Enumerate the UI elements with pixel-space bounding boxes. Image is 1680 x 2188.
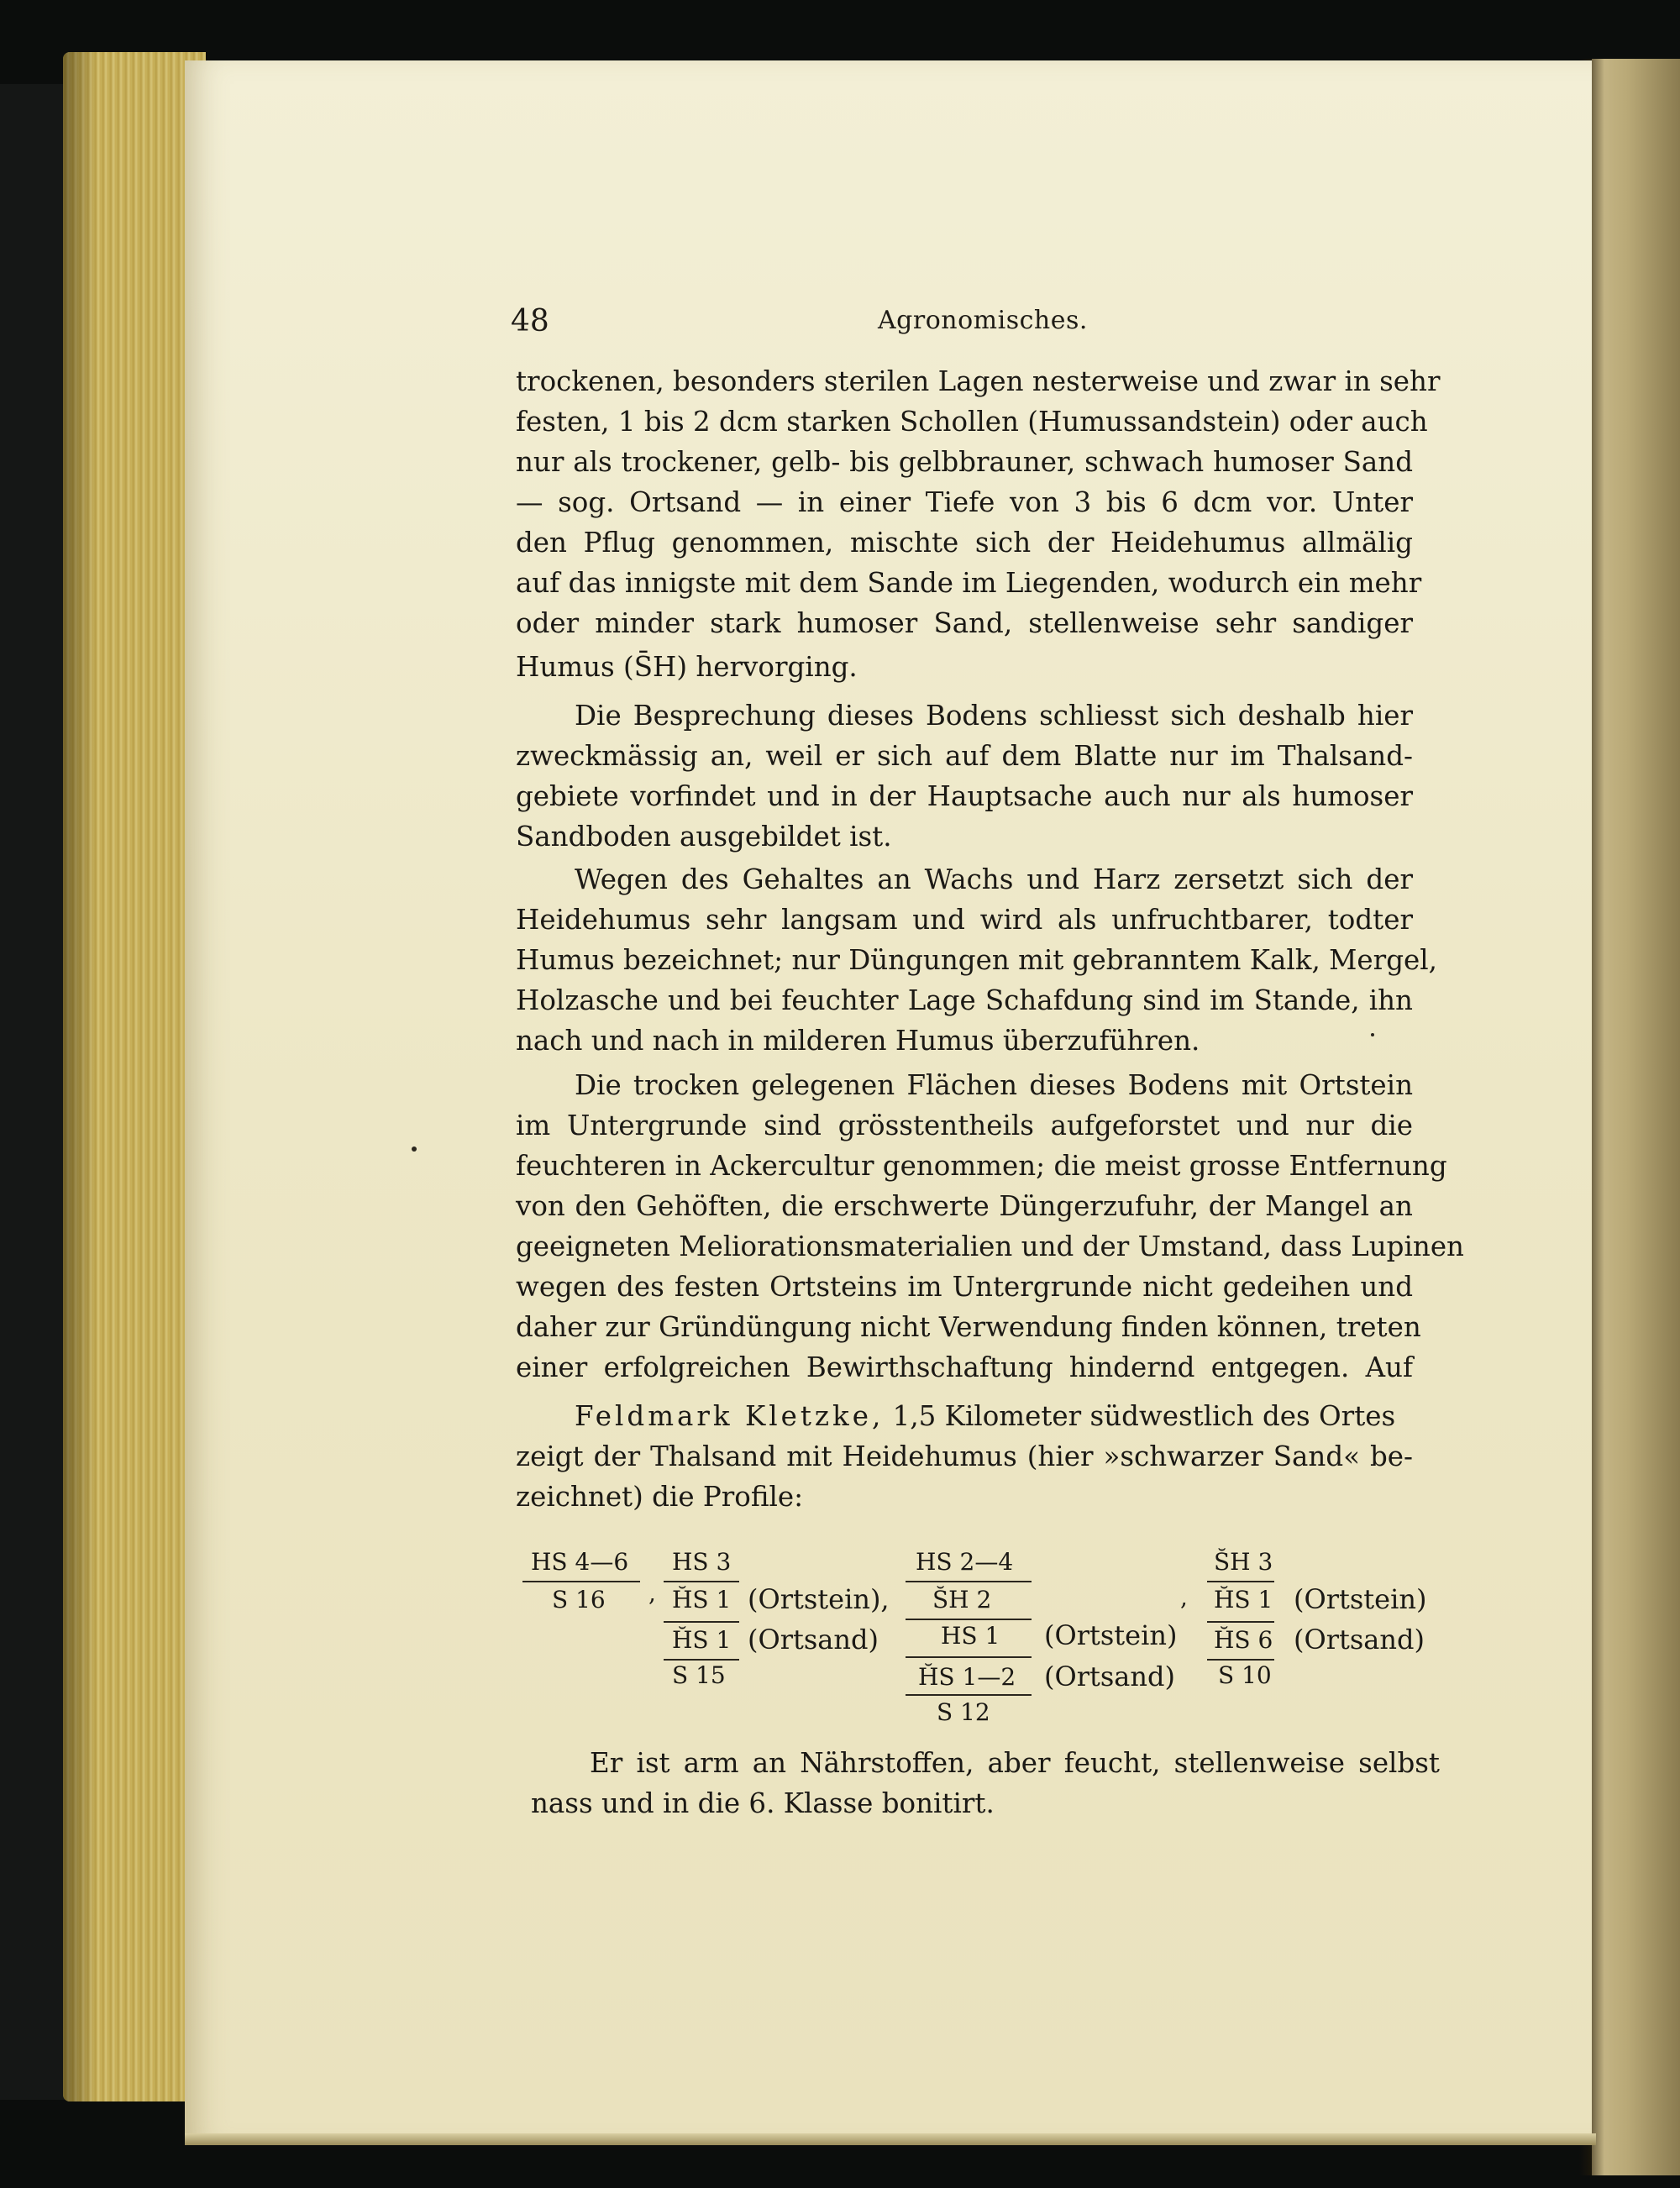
place-location: 1,5 Kilometer südwestlich des Ortes: [892, 1400, 1396, 1432]
profile-3-row-2: S̆H 2: [932, 1586, 992, 1613]
text-line: — sog. Ortsand — in einer Tiefe von 3 bis 6 dcm vor. Unter: [516, 486, 1413, 518]
text-line: einer erfolgreichen Bewirthschaftung hindernd entgegen. Auf: [516, 1351, 1413, 1383]
text-line: nach und nach in milderen Humus überzuführen.: [516, 1025, 1200, 1057]
text-line: daher zur Gründüngung nicht Verwendung finden können, treten: [516, 1311, 1421, 1343]
profile-3-row-4: H̆S 1—2: [918, 1663, 1016, 1691]
fraction-bar: [522, 1581, 640, 1582]
paragraph-start: Wegen des Gehaltes an Wachs und Harz zersetzt sich der: [575, 863, 1413, 895]
text-line: oder minder stark humoser Sand, stellenweise sehr sandiger: [516, 607, 1413, 639]
fraction-bar: [906, 1694, 1032, 1696]
profile-4-row-1: S̆H 3: [1214, 1548, 1273, 1576]
text-line: nass und in die 6. Klasse bonitirt.: [531, 1787, 995, 1819]
profile-3-row-5: S 12: [937, 1698, 990, 1726]
profile-4-row-3: H̆S 6: [1214, 1626, 1273, 1654]
fraction-bar: [664, 1581, 739, 1582]
profile-2-row-1: HS 3: [672, 1548, 732, 1576]
fraction-bar: [664, 1659, 739, 1661]
profile-4-note-ortstein: (Ortstein): [1294, 1583, 1427, 1615]
text-line: zeichnet) die Profile:: [516, 1481, 804, 1513]
text-line: nur als trockener, gelb- bis gelbbrauner, schwach humoser Sand: [516, 446, 1413, 478]
profile-1-top: HS 4—6: [531, 1548, 629, 1576]
profile-2-note-ortsand: (Ortsand): [748, 1624, 879, 1655]
paragraph-start: Die Besprechung dieses Bodens schliesst sich deshalb hier: [575, 700, 1413, 732]
profile-2-note-ortstein: (Ortstein),: [748, 1583, 890, 1615]
text-line: wegen des festen Ortsteins im Untergrunde nicht gedeihen und: [516, 1271, 1413, 1303]
ink-speck: [1371, 1033, 1374, 1036]
fraction-bar: [906, 1619, 1032, 1620]
profile-4-row-2: H̆S 1: [1214, 1586, 1273, 1613]
text-line: feuchteren in Ackercultur genommen; die meist grosse Entfernung: [516, 1150, 1447, 1182]
text-line: gebiete vorfindet und in der Hauptsache auch nur als humoser: [516, 780, 1413, 812]
fraction-bar: [906, 1656, 1032, 1658]
profile-separator: ,: [648, 1579, 656, 1607]
text-line: auf das innigste mit dem Sande im Liegenden, wodurch ein mehr: [516, 567, 1422, 599]
text-line: im Untergrunde sind grösstentheils aufgeforstet und nur die: [516, 1110, 1413, 1141]
text-line: trockenen, besonders sterilen Lagen nesterweise und zwar in sehr: [516, 365, 1441, 397]
place-name-spaced: Feldmark Kletzke,: [575, 1400, 885, 1432]
profile-1-bottom: S 16: [552, 1586, 606, 1613]
profile-4-row-4: S 10: [1218, 1661, 1272, 1689]
text-line: geeigneten Meliorationsmaterialien und der Umstand, dass Lupinen: [516, 1230, 1464, 1262]
profile-3-note-ortstein: (Ortstein): [1044, 1619, 1178, 1651]
profile-2-row-4: S 15: [672, 1661, 726, 1689]
text-line: Holzasche und bei feuchter Lage Schafdung sind im Stande, ihn: [516, 984, 1413, 1016]
fraction-bar: [1207, 1581, 1274, 1582]
running-header: Agronomisches.: [878, 306, 1088, 335]
page-number: 48: [511, 304, 549, 338]
fraction-bar: [664, 1621, 739, 1623]
profile-separator: ,: [1180, 1583, 1188, 1611]
profile-2-row-2: H̆S 1: [672, 1586, 732, 1613]
paragraph-start: Er ist arm an Nährstoffen, aber feucht, stellenweise selbst: [590, 1747, 1440, 1779]
text-line: Humus bezeichnet; nur Düngungen mit gebranntem Kalk, Mergel,: [516, 944, 1437, 976]
ink-speck: [412, 1146, 417, 1152]
fraction-bar: [1207, 1621, 1274, 1623]
text-line: zweckmässig an, weil er sich auf dem Blatte nur im Thalsand-: [516, 740, 1413, 772]
text-line: Humus (S̄H) hervorging.: [516, 651, 858, 683]
text-line: Heidehumus sehr langsam und wird als unfruchtbarer, todter: [516, 904, 1413, 936]
profile-3-row-1: HS 2—4: [916, 1548, 1014, 1576]
profile-4-note-ortsand: (Ortsand): [1294, 1624, 1425, 1655]
paragraph-start: Die trocken gelegenen Flächen dieses Bodens mit Ortstein: [575, 1069, 1413, 1101]
text-line: festen, 1 bis 2 dcm starken Schollen (Humussandstein) oder auch: [516, 406, 1428, 438]
text-line: den Pflug genommen, mischte sich der Heidehumus allmälig: [516, 527, 1413, 559]
profile-3-row-3: HS 1: [941, 1622, 1000, 1650]
text-line: von den Gehöften, die erschwerte Düngerzufuhr, der Mangel an: [516, 1190, 1413, 1222]
profile-2-row-3: H̆S 1: [672, 1626, 732, 1654]
text-line: zeigt der Thalsand mit Heidehumus (hier »schwarzer Sand« be-: [516, 1440, 1413, 1472]
text-line: Sandboden ausgebildet ist.: [516, 821, 892, 853]
fraction-bar: [1207, 1659, 1274, 1661]
profile-3-note-ortsand: (Ortsand): [1044, 1661, 1175, 1692]
fraction-bar: [906, 1581, 1032, 1582]
